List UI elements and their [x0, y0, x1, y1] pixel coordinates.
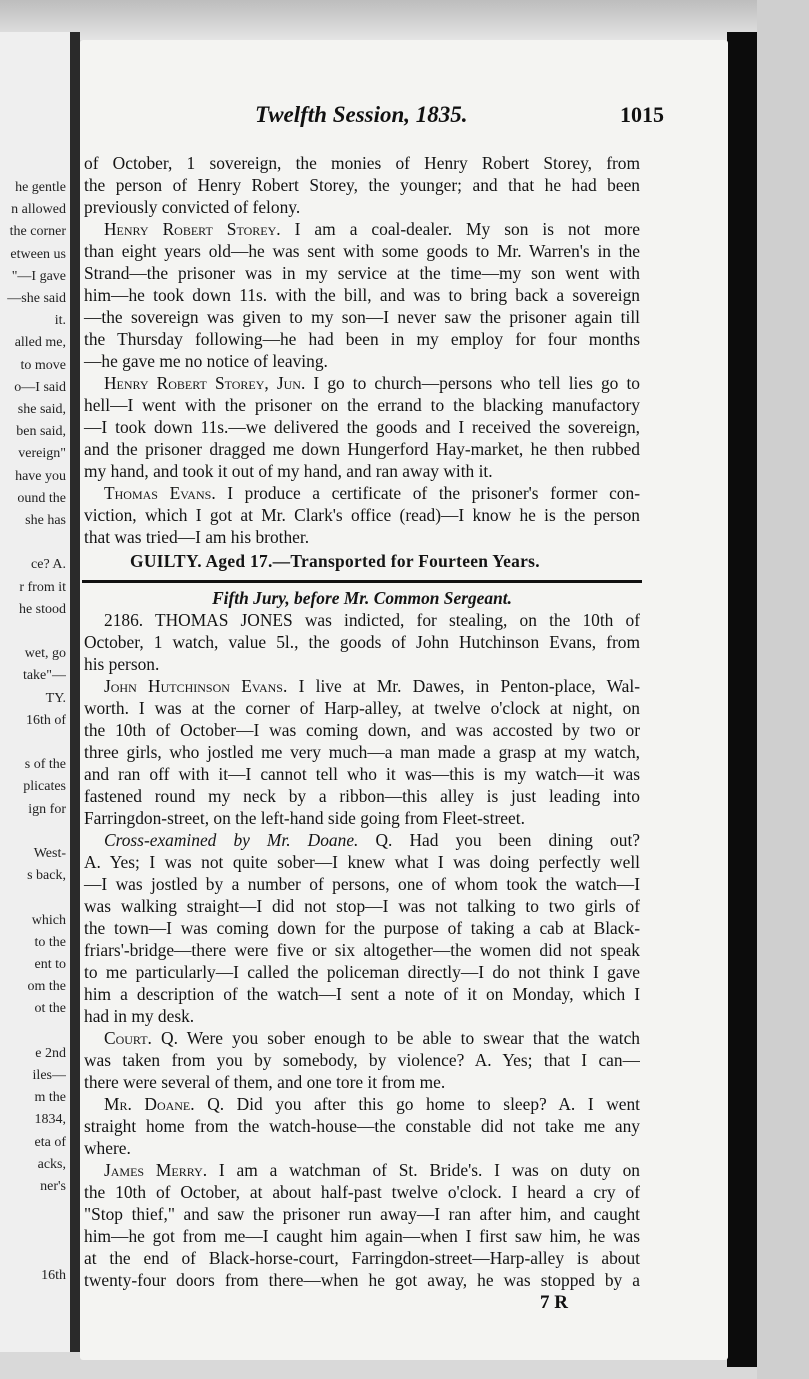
facing-page-line: to move — [20, 357, 66, 373]
facing-page-line: iles— — [32, 1068, 66, 1083]
text-line: my hand, and took it out of my hand, and ran away with it. — [84, 461, 493, 481]
facing-page-line: vereign" — [18, 446, 66, 462]
facing-page-line: ot the — [34, 1001, 66, 1017]
facing-page-fragment — [0, 32, 77, 1352]
text-line: hell—I went with the prisoner on the errand to the blacking manufactory — [84, 395, 640, 415]
scan-top-edge — [0, 0, 809, 40]
facing-page-line: take"— — [22, 668, 66, 684]
text-line — [82, 829, 640, 851]
facing-page-line: wet, go — [24, 646, 66, 662]
text-line: straight home from the watch-house—the constable did not take me any — [84, 1116, 640, 1136]
speaker-name: John Hutchinson Evans. — [104, 676, 288, 696]
text-line: was walking straight—I did not stop—I was not talking to two girls of — [84, 896, 640, 916]
text-line: Strand—the prisoner was in my service at the time—my son went with — [84, 263, 640, 283]
facing-page-line: etween us — [10, 246, 66, 262]
speaker-name: Court. — [104, 1028, 152, 1048]
speaker-name: Thomas Evans. — [104, 483, 216, 503]
facing-page-line: ben said, — [16, 424, 66, 440]
facing-page-line: s back, — [27, 868, 66, 884]
facing-page-line: TY. — [45, 690, 66, 706]
facing-page-line: o—I said — [14, 379, 66, 395]
jury-heading: Fifth Jury, before Mr. Common Sergeant. — [212, 588, 512, 608]
facing-page-line: to the — [34, 934, 66, 950]
text-line: and ran off with it—I cannot tell who it was—this is my watch—it was — [84, 764, 640, 784]
text-line: than eight years old—he was sent with some goods to Mr. Warren's in the — [84, 241, 640, 261]
text-line — [82, 218, 640, 240]
text-line: "Stop thief," and saw the prisoner run away—I ran after him, and caught — [84, 1204, 640, 1224]
facing-page-line: alled me, — [14, 335, 66, 351]
text-line — [82, 372, 640, 394]
text-line: —he gave me no notice of leaving. — [84, 351, 328, 371]
facing-page-line: 16th — [41, 1267, 66, 1283]
facing-page-line: ound the — [17, 490, 66, 506]
text-line: him a description of the watch—I sent a note of it on Monday, which I — [84, 984, 640, 1004]
facing-page-line: s of the — [24, 757, 66, 773]
verdict-line: GUILTY. Aged 17.—Transported for Fourteen Years. — [130, 551, 540, 571]
text-line: to me particularly—I called the policeman directly—I do not think I gave — [84, 962, 640, 982]
text-line: his person. — [84, 654, 160, 674]
text-line: of October, 1 sovereign, the monies of Henry Robert Storey, from — [84, 153, 640, 173]
speaker-name: James Merry. — [104, 1160, 208, 1180]
facing-page-line: 1834, — [34, 1112, 66, 1128]
book-gutter — [70, 32, 80, 1352]
page-body — [80, 152, 728, 1291]
text-line — [82, 1159, 640, 1181]
testimony-text: I live at Mr. Dawes, in Penton-place, Wal- — [287, 676, 640, 696]
text-line: viction, which I got at Mr. Clark's office (read)—I know he is the person — [84, 505, 640, 525]
facing-page-line: e 2nd — [35, 1045, 66, 1061]
text-line — [82, 1027, 640, 1049]
text-line: A. Yes; I was not quite sober—I knew what I was doing perfectly well — [84, 852, 640, 872]
text-line: —I took down 11s.—we delivered the goods and I received the sovereign, — [84, 417, 640, 437]
text-line: the 10th of October, at about half-past twelve o'clock. I heard a cry of — [84, 1182, 640, 1202]
testimony-text: Q. Were you sober enough to be able to swear that the watch — [151, 1028, 640, 1048]
testimony-text: Q. Had you been dining out? — [358, 830, 640, 850]
text-line: October, 1 watch, value 5l., the goods of John Hutchinson Evans, from — [84, 632, 640, 652]
facing-page-line: which — [31, 912, 66, 928]
facing-page-line: 16th of — [25, 712, 66, 728]
trial-section-storey — [80, 152, 728, 548]
facing-page-line: it. — [54, 313, 66, 329]
text-line: had in my desk. — [84, 1006, 195, 1026]
speaker-name: Henry Robert Storey. — [104, 219, 281, 239]
text-line: friars'-bridge—there were five or six altogether—the women did not speak — [84, 940, 640, 960]
text-line: the 10th of October—I was coming down, and was accosted by two or — [84, 720, 640, 740]
text-line — [82, 675, 640, 697]
facing-page-line: ign for — [28, 801, 66, 817]
facing-page-line: ce? A. — [31, 557, 66, 573]
facing-page-line: "—I gave — [11, 268, 66, 284]
text-line: 2186. THOMAS JONES was indicted, for stealing, on the 10th of — [104, 610, 640, 630]
cross-examination-label: Cross-examined by Mr. Doane. — [104, 830, 359, 850]
facing-page-line: he stood — [18, 601, 66, 617]
text-line: the town—I was coming down for the purpose of taking a cab at Black- — [84, 918, 640, 938]
text-line: there were several of them, and one tore it from me. — [84, 1072, 446, 1092]
text-line: the Thursday following—he had been in my employ for four months — [84, 329, 640, 349]
text-line: him—he took down 11s. with the bill, and was to bring back a sovereign — [84, 285, 640, 305]
facing-page-line: she has — [25, 513, 66, 528]
text-line: Farringdon-street, on the left-hand side going from Fleet-street. — [84, 808, 525, 828]
text-line: —I was jostled by a number of persons, one of whom took the watch—I — [84, 874, 640, 894]
text-line: him—he got from me—I caught him again—when I first saw him, he was — [84, 1226, 640, 1246]
text-line: fastened round my neck by a ribbon—this alley is just leading into — [84, 786, 640, 806]
facing-page-line: plicates — [23, 779, 66, 795]
facing-page-line: have you — [15, 468, 66, 484]
facing-page-line: eta of — [34, 1134, 66, 1150]
text-line: was taken from you by somebody, by violence? A. Yes; that I can— — [84, 1050, 640, 1070]
facing-page-line: m the — [34, 1090, 66, 1106]
text-line: where. — [84, 1138, 131, 1158]
text-line: that was tried—I am his brother. — [84, 527, 310, 547]
facing-page-line: ent to — [34, 957, 66, 972]
testimony-text: I produce a certificate of the prisoner's former con- — [215, 483, 640, 503]
text-line: at the end of Black-horse-court, Farringdon-street—Harp-alley is about — [84, 1248, 640, 1268]
section-divider — [82, 580, 642, 583]
text-line — [82, 1093, 640, 1115]
facing-page-line: West- — [33, 846, 66, 861]
text-line — [82, 482, 640, 504]
text-line: worth. I was at the corner of Harp-alley, at twelve o'clock at night, on — [84, 698, 640, 718]
facing-page-line: acks, — [37, 1156, 66, 1172]
facing-page-line: om the — [27, 979, 66, 995]
trial-section-jones — [80, 609, 728, 1291]
facing-page-line: r from it — [19, 579, 66, 595]
running-title: Twelfth Session, 1835. — [255, 102, 468, 127]
testimony-text: I am a watchman of St. Bride's. I was on duty on — [207, 1160, 640, 1180]
speaker-name: Mr. Doane. — [104, 1094, 195, 1114]
facing-page-line: n allowed — [11, 202, 66, 218]
text-line: —the sovereign was given to my son—I never saw the prisoner again till — [84, 307, 640, 327]
signature-mark: 7 R — [540, 1292, 568, 1313]
text-line: twenty-four doors from there—when he got away, he was stopped by a — [84, 1270, 640, 1290]
book-page — [80, 40, 728, 1360]
facing-page-line: —she said — [7, 291, 66, 306]
scan-margin — [757, 0, 809, 1379]
running-header — [80, 102, 728, 132]
testimony-text: I go to church—persons who tell lies go to — [305, 373, 640, 393]
facing-page-line: ner's — [40, 1179, 66, 1194]
text-line: and the prisoner dragged me down Hungerford Hay-market, he then rubbed — [84, 439, 640, 459]
text-line: previously convicted of felony. — [84, 197, 301, 217]
testimony-text: Q. Did you after this go home to sleep? A. I went — [194, 1094, 640, 1114]
speaker-name: Henry Robert Storey, Jun. — [104, 373, 306, 393]
page-edge-shadow — [727, 32, 757, 1367]
facing-page-line: the corner — [9, 224, 66, 240]
testimony-text: I am a coal-dealer. My son is not more — [280, 219, 640, 239]
facing-page-line: she said, — [17, 402, 66, 417]
text-line: three girls, who jostled me very much—a man made a grasp at my watch, — [84, 742, 640, 762]
text-line: the person of Henry Robert Storey, the younger; and that he had been — [84, 175, 640, 195]
page-number: 1015 — [620, 102, 664, 127]
facing-page-line: he gentle — [15, 180, 66, 195]
